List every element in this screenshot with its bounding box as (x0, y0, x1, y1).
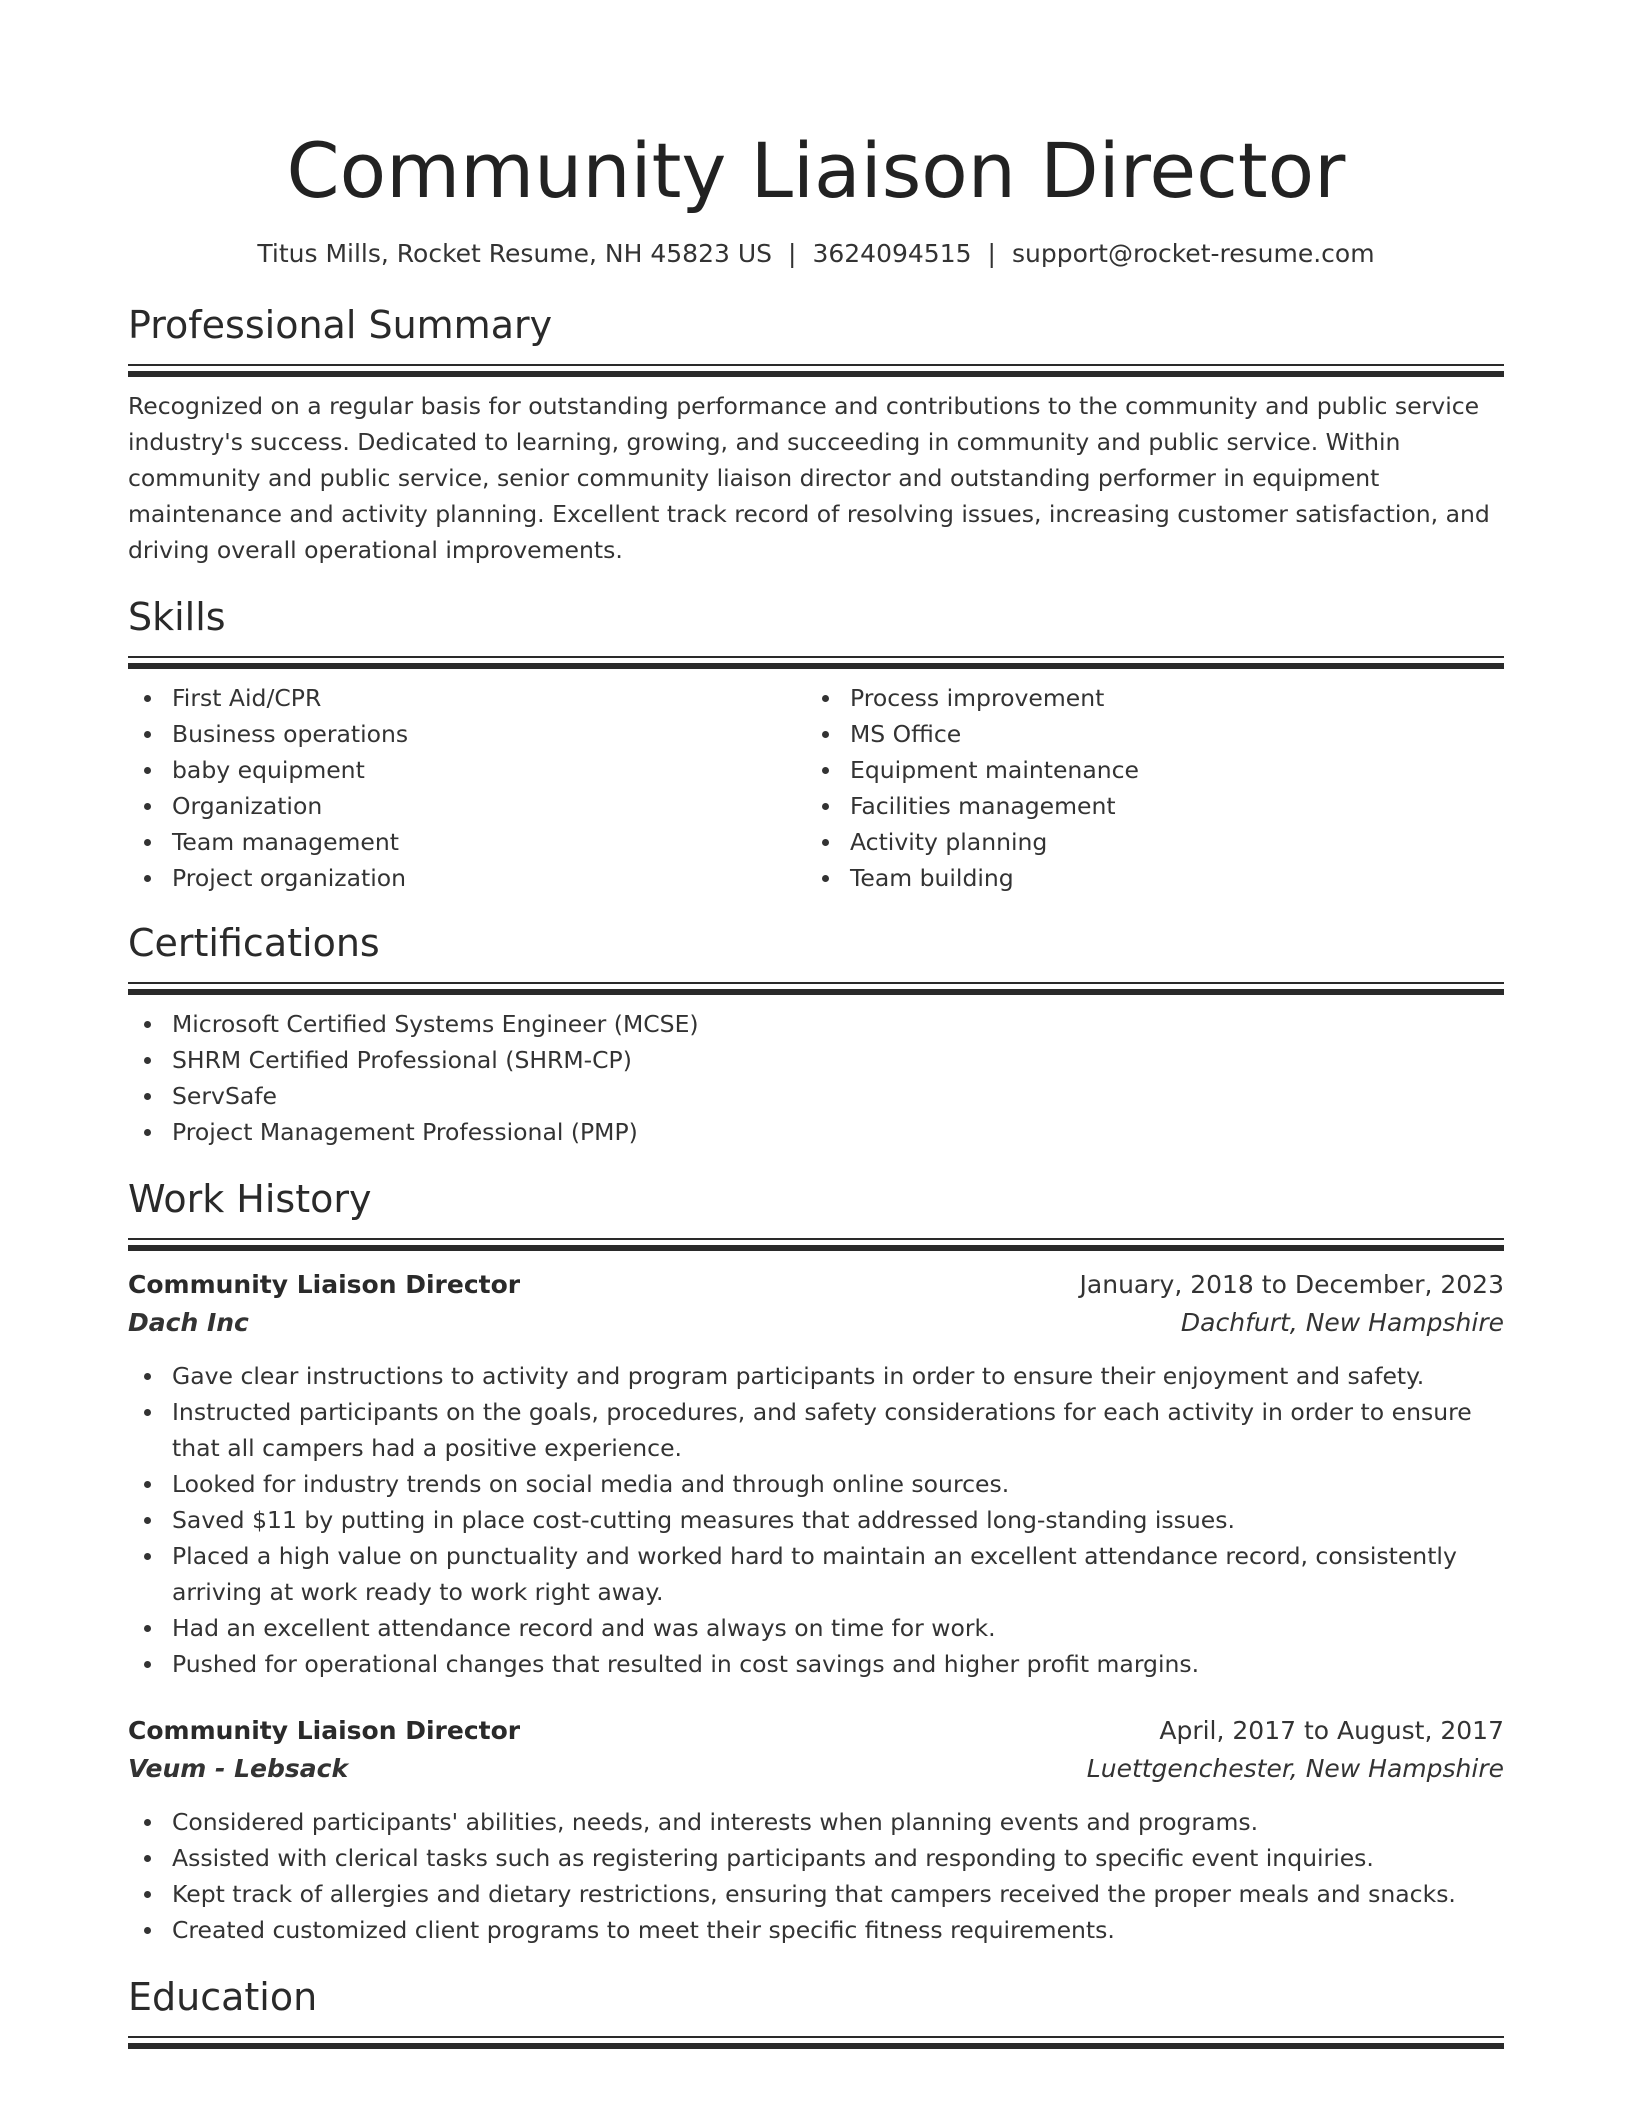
job-company: Dach Inc (128, 1308, 249, 1337)
section-divider (128, 364, 1504, 378)
contact-separator: | (788, 239, 797, 268)
job-subheader (128, 1304, 1504, 1342)
job-title: Community Liaison Director (128, 1270, 521, 1299)
job-bullet: Instructed participants on the goals, procedures, and safety considerations for each activity in order to ensure that all campers had a positive experience. (128, 1394, 1504, 1466)
job-bullet: Assisted with clerical tasks such as registering participants and responding to specific event inquiries. (128, 1840, 1504, 1876)
job-bullet: Gave clear instructions to activity and program participants in order to ensure their enjoyment and safety. (128, 1358, 1504, 1394)
skill-item: baby equipment (128, 752, 806, 788)
education-section (128, 1974, 1504, 2050)
job-bullet: Looked for industry trends on social media and through online sources. (128, 1466, 1504, 1502)
job-entry (128, 1712, 1504, 1948)
section-divider (128, 1238, 1504, 1252)
contact-separator: | (987, 239, 996, 268)
section-heading: Certifications (128, 921, 380, 965)
job-dates: January, 2018 to December, 2023 (1079, 1270, 1504, 1299)
skill-item: Facilities management (806, 788, 1484, 824)
job-entry (128, 1266, 1504, 1682)
job-location: Dachfurt, New Hampshire (1180, 1308, 1504, 1337)
job-bullet: Considered participants' abilities, needs, and interests when planning events and programs. (128, 1804, 1504, 1840)
job-location: Luettgenchester, New Hampshire (1086, 1754, 1504, 1783)
summary-section (128, 302, 1504, 568)
job-bullet: Kept track of allergies and dietary restrictions, ensuring that campers received the proper meals and snacks. (128, 1876, 1504, 1912)
contact-line (128, 238, 1504, 270)
summary-text: Recognized on a regular basis for outstanding performance and contributions to the community and public service industry's success. Dedicated to learning, growing, and succeeding in community and public service. Within community and public service, senior community liaison director and outstanding performer in equipment maintenance and activity planning. Excellent track record of resolving issues, increasing customer satisfaction, and driving overall operational improvements. (128, 392, 1490, 564)
job-header (128, 1266, 1504, 1304)
skill-item: Team building (806, 860, 1484, 896)
job-subheader (128, 1750, 1504, 1788)
section-heading: Skills (128, 595, 226, 639)
resume-page (128, 0, 1504, 2050)
skill-item: MS Office (806, 716, 1484, 752)
skill-item: Equipment maintenance (806, 752, 1484, 788)
contact-address: Titus Mills, Rocket Resume, NH 45823 US (257, 239, 773, 268)
job-bullet: Placed a high value on punctuality and worked hard to maintain an excellent attendance record, consistently arriving at work ready to work right away. (128, 1538, 1504, 1610)
skill-item: Team management (128, 824, 806, 860)
job-company: Veum - Lebsack (128, 1754, 349, 1783)
job-bullet: Pushed for operational changes that resulted in cost savings and higher profit margins. (128, 1646, 1504, 1682)
certifications-list (128, 1006, 1504, 1150)
skill-item: First Aid/CPR (128, 680, 806, 716)
skills-section (128, 594, 1504, 896)
certification-item: ServSafe (128, 1078, 1504, 1114)
certification-item: Microsoft Certified Systems Engineer (MCSE) (128, 1006, 1504, 1042)
skills-list-left (128, 680, 806, 896)
section-heading: Work History (128, 1177, 372, 1221)
skill-item: Business operations (128, 716, 806, 752)
job-bullet: Created customized client programs to meet their specific fitness requirements. (128, 1912, 1504, 1948)
job-header (128, 1712, 1504, 1750)
section-divider (128, 2036, 1504, 2050)
certification-item: SHRM Certified Professional (SHRM-CP) (128, 1042, 1504, 1078)
skill-item: Project organization (128, 860, 806, 896)
contact-email: support@rocket-resume.com (1011, 239, 1375, 268)
job-bullets (128, 1804, 1504, 1948)
job-title: Community Liaison Director (128, 1716, 521, 1745)
job-bullet: Saved $11 by putting in place cost-cutting measures that addressed long-standing issues. (128, 1502, 1504, 1538)
skill-item: Process improvement (806, 680, 1484, 716)
job-bullet: Had an excellent attendance record and was always on time for work. (128, 1610, 1504, 1646)
section-divider (128, 982, 1504, 996)
job-bullets (128, 1358, 1504, 1682)
certification-item: Project Management Professional (PMP) (128, 1114, 1504, 1150)
section-heading: Professional Summary (128, 303, 553, 347)
section-divider (128, 656, 1504, 670)
certifications-section (128, 920, 1504, 1150)
job-dates: April, 2017 to August, 2017 (1159, 1716, 1504, 1745)
skills-list-right (806, 680, 1484, 896)
skills-columns (128, 680, 1504, 896)
work-history-section (128, 1176, 1504, 1948)
skill-item: Activity planning (806, 824, 1484, 860)
section-heading: Education (128, 1975, 318, 2019)
contact-phone: 3624094515 (812, 239, 972, 268)
skill-item: Organization (128, 788, 806, 824)
resume-title: Community Liaison Director (286, 126, 1346, 215)
